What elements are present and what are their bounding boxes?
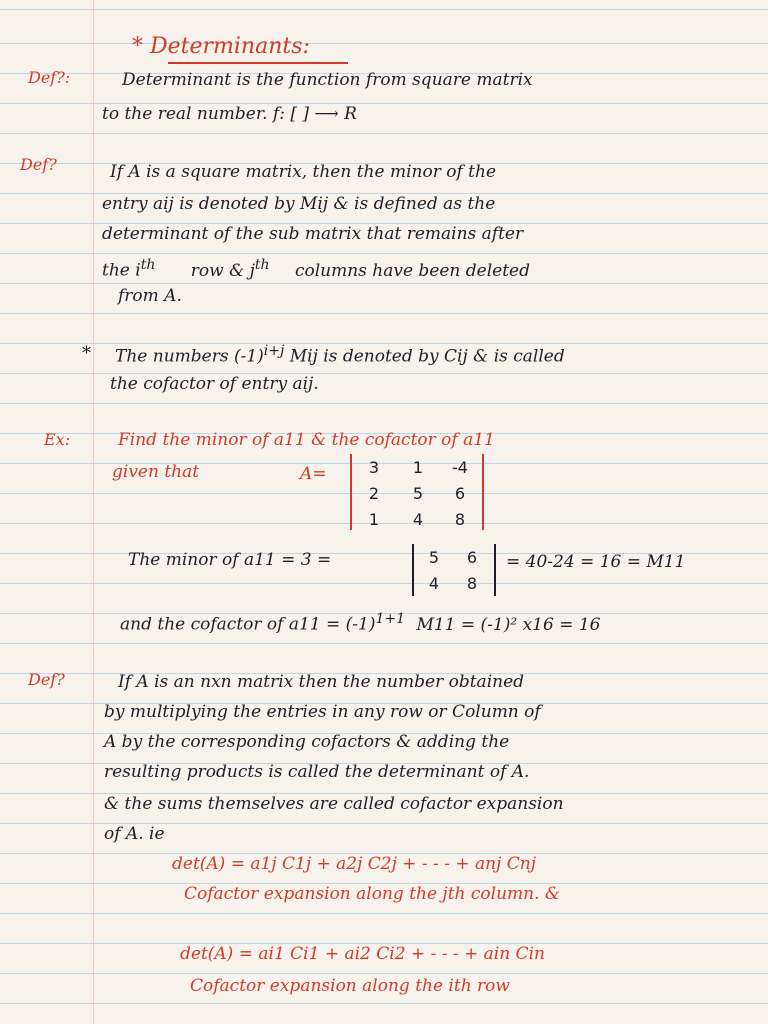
page-title: * Determinants:: [132, 34, 310, 59]
cofactor-line-sup: 1+1: [375, 611, 406, 627]
cofactor-def-line1-a: The numbers (-1): [115, 346, 264, 367]
def2-line3: determinant of the sub matrix that remains after: [102, 224, 524, 244]
cofactor-def-sup: i+j: [263, 343, 285, 359]
def2-line4-sup2: th: [254, 257, 270, 273]
matrix-a: [350, 454, 484, 530]
formula-row-note: Cofactor expansion along the ith row: [190, 976, 510, 996]
example-line2: given that: [112, 462, 200, 482]
def3-line4: resulting products is called the determinant of A.: [104, 762, 530, 782]
cofactor-line: [120, 612, 601, 634]
formula-column-expansion: det(A) = a1j C1j + a2j C2j + - - - + anj Cnj: [172, 854, 536, 874]
def3-line6: of A. ie: [104, 824, 165, 844]
def2-line4-part2: row & j: [190, 260, 255, 281]
def3-line5: & the sums themselves are called cofactor expansion: [104, 794, 564, 814]
star-bullet: *: [82, 343, 91, 364]
def3-line3: A by the corresponding cofactors & adding the: [104, 732, 510, 752]
def2-line4-part1: the i: [102, 260, 141, 281]
def2-label: Def?: [20, 155, 57, 174]
minor-matrix-cell: 5: [428, 548, 440, 567]
cofactor-def-line1: [115, 344, 565, 366]
formula-row-expansion: det(A) = ai1 Ci1 + ai2 Ci2 + - - - + ain Cin: [180, 944, 545, 964]
matrix-a-cell: 4: [412, 510, 424, 529]
example-line1: Find the minor of a11 & the cofactor of a11: [118, 430, 495, 450]
matrix-a-cell: 6: [454, 484, 466, 503]
def1-label: Def?:: [28, 68, 71, 87]
def3-line2: by multiplying the entries in any row or Column of: [104, 702, 541, 722]
matrix-a-cell: 1: [412, 458, 424, 477]
matrix-a-cell: 2: [368, 484, 380, 503]
def2-line2: entry aij is denoted by Mij & is defined as the: [102, 194, 496, 214]
matrix-a-cell: 5: [412, 484, 424, 503]
minor-matrix: [412, 544, 496, 596]
def3-line1: If A is an nxn matrix then the number obtained: [118, 672, 525, 692]
def2-line4-part3: columns have been deleted: [294, 260, 530, 281]
minor-line-part1: The minor of a11 = 3 =: [128, 550, 332, 570]
margin-line: [93, 0, 94, 1024]
def1-line1: Determinant is the function from square matrix: [122, 70, 533, 90]
def2-line5: from A.: [118, 286, 182, 306]
example-label: Ex:: [44, 430, 71, 449]
matrix-a-cell: 8: [454, 510, 466, 529]
cofactor-line-part2: M11 = (-1)² x16 = 16: [416, 614, 601, 635]
def1-line2: to the real number. f: [ ] ⟶ R: [102, 104, 357, 124]
def3-label: Def?: [28, 670, 65, 689]
minor-matrix-cell: 8: [466, 574, 478, 593]
cofactor-def-line1-b: Mij is denoted by Cij & is called: [289, 346, 565, 367]
minor-matrix-cell: 6: [466, 548, 478, 567]
minor-matrix-cell: 4: [428, 574, 440, 593]
def2-line4-sup1: th: [140, 257, 156, 273]
minor-line-part2: = 40-24 = 16 = M11: [506, 552, 686, 572]
matrix-a-cell: -4: [452, 458, 468, 477]
formula-column-note: Cofactor expansion along the jth column. &: [184, 884, 561, 904]
matrix-a-label: A=: [300, 464, 327, 484]
def2-line4: [102, 258, 530, 280]
cofactor-line-part1: and the cofactor of a11 = (-1): [120, 614, 376, 635]
def2-line1: If A is a square matrix, then the minor of the: [110, 162, 497, 182]
title-underline: [168, 62, 348, 64]
matrix-a-cell: 1: [368, 510, 380, 529]
matrix-a-cell: 3: [368, 458, 380, 477]
cofactor-def-line2: the cofactor of entry aij.: [110, 374, 319, 394]
